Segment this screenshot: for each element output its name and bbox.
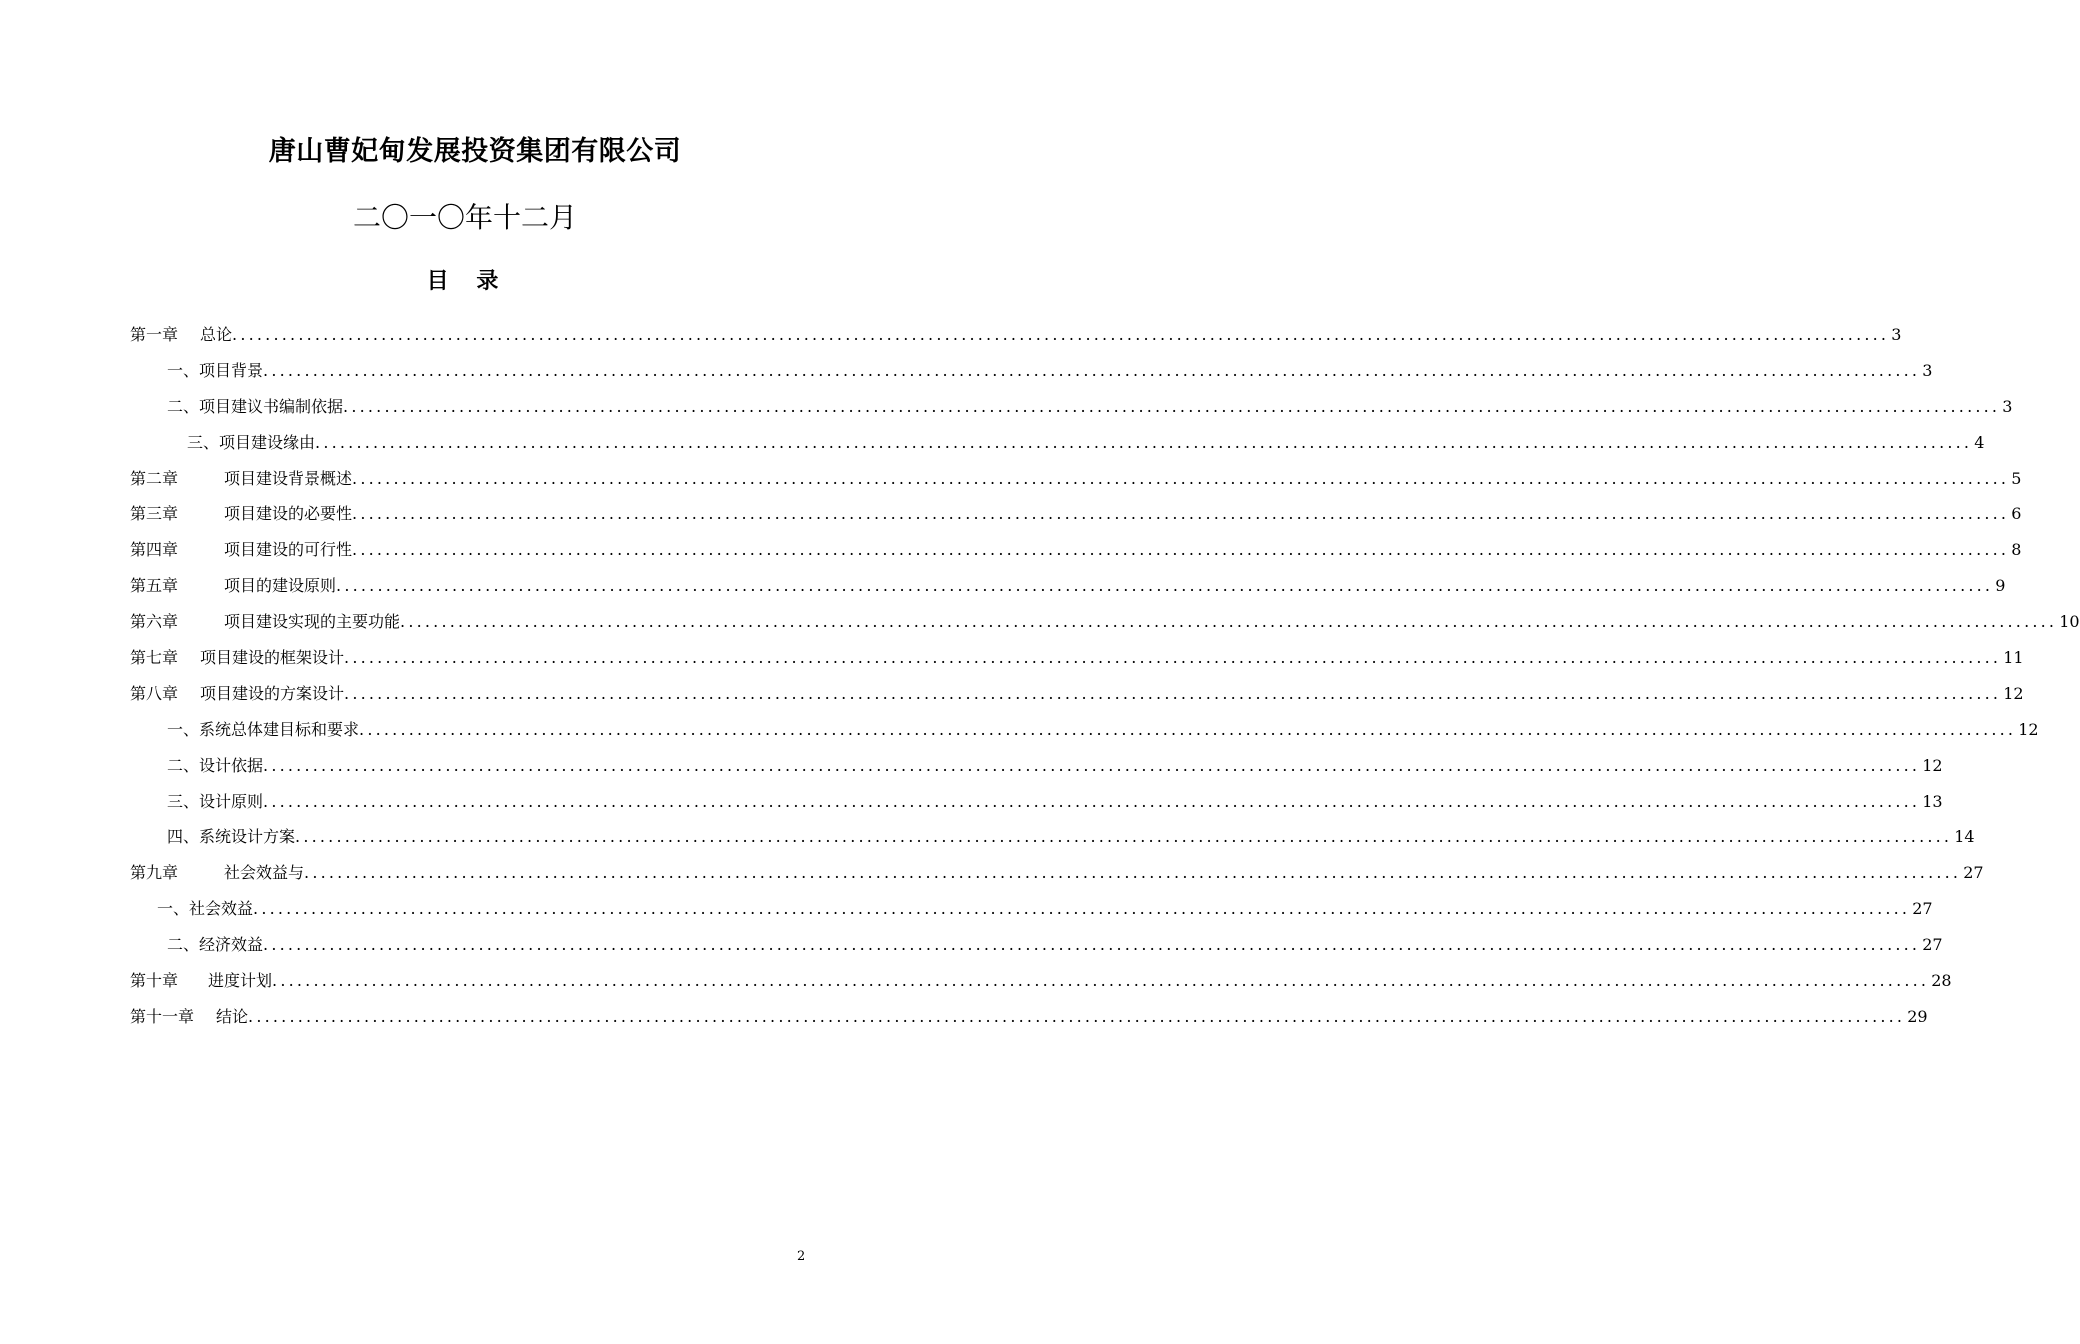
toc-title-text: 项目建设实现的主要功能	[224, 612, 401, 632]
page-number: 2	[797, 1249, 806, 1264]
toc-page-number: 13	[1922, 791, 1943, 811]
toc-leader-dots: ........................................................................................................................................................................................................	[263, 755, 1921, 775]
toc-leader-dots: ........................................................................................................................................................................................................	[248, 1006, 1906, 1026]
toc-entry-chapter-5[interactable]	[130, 568, 2006, 604]
toc-entry-chapter-1[interactable]	[130, 317, 1902, 353]
toc-label: 第一章	[130, 325, 179, 344]
toc-leader-dots: ........................................................................................................................................................................................................	[344, 648, 2002, 668]
toc-entry-chapter-9[interactable]	[130, 855, 1984, 891]
toc-leader-dots: ........................................................................................................................................................................................................	[295, 827, 1953, 847]
toc-page-number: 12	[2003, 683, 2024, 703]
toc-label: 第二章	[130, 468, 179, 488]
toc-page-number: 12	[1922, 755, 1943, 775]
toc-entry-section[interactable]	[130, 819, 1975, 855]
toc-title-text: 设计原则	[199, 791, 264, 811]
toc-entry-section[interactable]	[130, 891, 1933, 927]
toc-entry-section[interactable]	[130, 748, 1943, 784]
toc-title-text: 进度计划	[208, 971, 273, 991]
toc-entry-chapter-2[interactable]	[130, 461, 2022, 497]
toc-leader-dots: ........................................................................................................................................................................................................	[315, 432, 1973, 452]
toc-title-text: 社会效益与	[224, 863, 305, 883]
toc-leader-dots: ........................................................................................................................................................................................................	[253, 899, 1911, 919]
toc-label: 四、	[167, 827, 200, 847]
toc-page-number: 6	[2011, 504, 2022, 524]
toc-page-number: 5	[2011, 468, 2022, 488]
toc-label: 三、	[167, 791, 200, 811]
toc-entry-section[interactable]	[130, 353, 1933, 389]
toc-label: 一、	[167, 360, 200, 380]
company-name: 唐山曹妃甸发展投资集团有限公司	[268, 136, 682, 167]
toc-label: 第七章	[130, 648, 179, 668]
toc-label: 一、	[167, 719, 200, 739]
toc-entry-chapter-10[interactable]	[130, 963, 1952, 999]
toc-label: 二、	[167, 755, 200, 775]
toc-page-number: 29	[1907, 1006, 1928, 1026]
toc-title-text: 结论	[216, 1006, 249, 1026]
toc-page-number: 11	[2003, 648, 2024, 668]
toc-label: 第五章	[130, 576, 179, 596]
toc-title-text: 总论	[200, 325, 233, 344]
toc-page-number: 12	[2018, 719, 2039, 739]
toc-leader-dots: ........................................................................................................................................................................................................	[304, 863, 1962, 883]
toc-title-text: 项目建设的必要性	[224, 504, 353, 524]
toc-page-number: 3	[1891, 325, 1902, 344]
toc-leader-dots: ........................................................................................................................................................................................................	[400, 612, 2058, 632]
toc-entry-section[interactable]	[130, 389, 2013, 425]
toc-leader-dots: ........................................................................................................................................................................................................	[359, 719, 2017, 739]
toc-label: 第九章	[130, 863, 179, 883]
toc-title-text: 项目建设的框架设计	[200, 648, 345, 668]
toc-page-number: 27	[1922, 935, 1943, 955]
toc-entry-chapter-6[interactable]	[130, 604, 2080, 640]
toc-title-text: 项目背景	[199, 360, 264, 380]
toc-page-number: 9	[1995, 576, 2006, 596]
toc-label: 三、	[187, 432, 220, 452]
toc-page-number: 28	[1931, 971, 1952, 991]
toc-label: 二、	[167, 396, 200, 416]
toc-title-text: 项目的建设原则	[224, 576, 337, 596]
toc-leader-dots: ........................................................................................................................................................................................................	[344, 683, 2002, 703]
toc-entry-chapter-8[interactable]	[130, 676, 2024, 712]
document-date: 二〇一〇年十二月	[352, 201, 577, 234]
toc-title-text: 系统设计方案	[199, 827, 296, 847]
toc-leader-dots: ........................................................................................................................................................................................................	[263, 791, 1921, 811]
toc-entry-section[interactable]	[130, 784, 1943, 820]
toc-entry-section[interactable]	[130, 712, 2039, 748]
toc-entry-section[interactable]	[130, 927, 1943, 963]
table-of-contents	[130, 317, 2080, 1035]
toc-title-text: 社会效益	[189, 899, 254, 919]
toc-label: 第十章	[130, 971, 179, 991]
toc-page-number: 8	[2011, 540, 2022, 560]
toc-leader-dots: ........................................................................................................................................................................................................	[263, 360, 1921, 380]
toc-label: 二、	[167, 935, 200, 955]
toc-title-text: 设计依据	[199, 755, 264, 775]
toc-entry-chapter-7[interactable]	[130, 640, 2024, 676]
toc-title: 目 录	[426, 269, 509, 294]
toc-leader-dots: ........................................................................................................................................................................................................	[352, 468, 2010, 488]
toc-page-number: 14	[1954, 827, 1975, 847]
toc-label: 第十一章	[130, 1006, 195, 1026]
toc-title-text: 项目建议书编制依据	[199, 396, 344, 416]
toc-page-number: 3	[2002, 396, 2013, 416]
toc-title-text: 项目建设背景概述	[224, 468, 353, 488]
toc-label: 一、	[157, 899, 190, 919]
toc-page-number: 10	[2059, 612, 2080, 632]
toc-leader-dots: ........................................................................................................................................................................................................	[263, 935, 1921, 955]
toc-entry-chapter-11[interactable]	[130, 999, 1928, 1035]
toc-label: 第三章	[130, 504, 179, 524]
toc-title-text: 项目建设缘由	[219, 432, 316, 452]
toc-leader-dots: ........................................................................................................................................................................................................	[336, 576, 1994, 596]
toc-title-text: 项目建设的方案设计	[200, 683, 345, 703]
toc-page-number: 4	[1974, 432, 1985, 452]
toc-page-number: 27	[1912, 899, 1933, 919]
toc-entry-chapter-3[interactable]	[130, 496, 2022, 532]
toc-title-text: 系统总体建目标和要求	[199, 719, 360, 739]
toc-page-number: 3	[1922, 360, 1933, 380]
toc-label: 第四章	[130, 540, 179, 560]
toc-label: 第六章	[130, 612, 179, 632]
toc-label: 第八章	[130, 683, 179, 703]
toc-leader-dots: ........................................................................................................................................................................................................	[232, 325, 1890, 344]
toc-leader-dots: ........................................................................................................................................................................................................	[352, 504, 2010, 524]
toc-entry-chapter-4[interactable]	[130, 532, 2022, 568]
toc-page-number: 27	[1963, 863, 1984, 883]
toc-title-text: 经济效益	[199, 935, 264, 955]
toc-leader-dots: ........................................................................................................................................................................................................	[272, 971, 1930, 991]
toc-leader-dots: ........................................................................................................................................................................................................	[343, 396, 2001, 416]
toc-entry-section[interactable]	[130, 425, 1985, 461]
toc-title-text: 项目建设的可行性	[224, 540, 353, 560]
toc-leader-dots: ........................................................................................................................................................................................................	[352, 540, 2010, 560]
